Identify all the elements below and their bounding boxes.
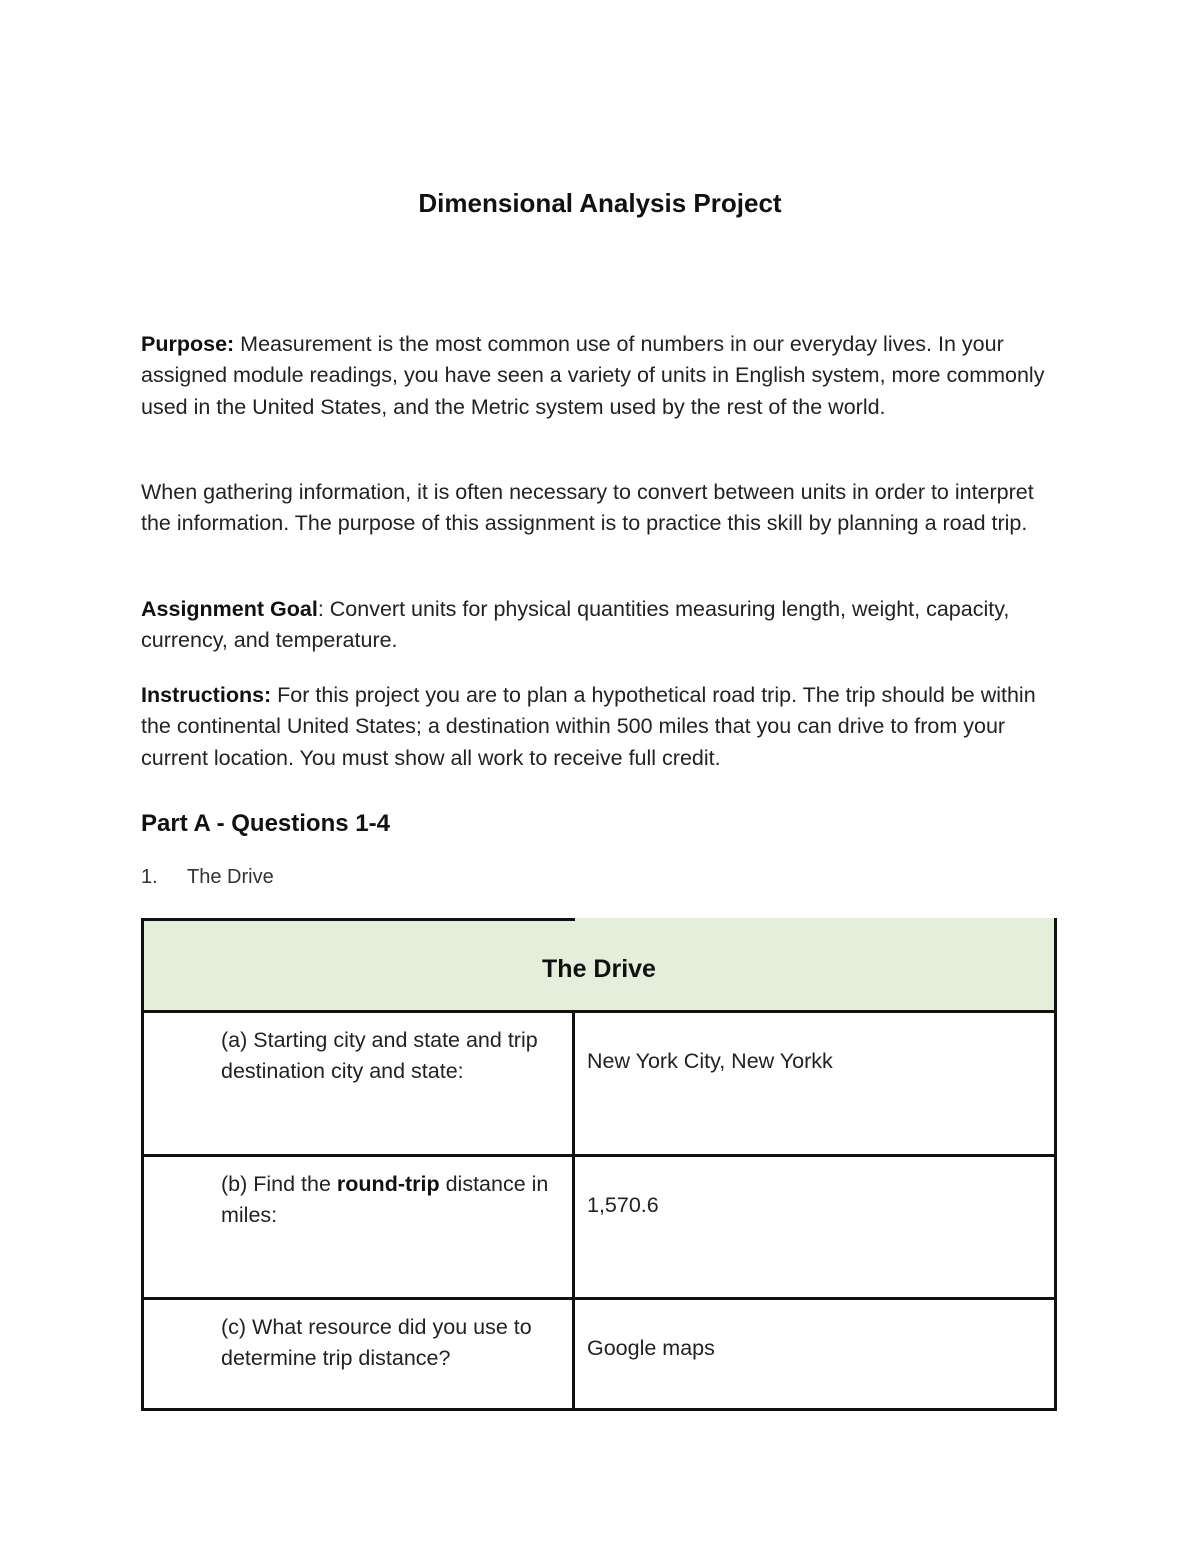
instructions-label: Instructions: <box>141 683 272 707</box>
column-divider <box>572 1157 575 1297</box>
column-divider <box>572 1300 575 1408</box>
drive-table <box>141 918 1057 1411</box>
table-row <box>141 1013 1057 1157</box>
question-text-suffix: distance in miles: <box>221 1172 549 1227</box>
purpose-paragraph <box>141 329 1061 423</box>
table-row <box>141 1157 1057 1300</box>
assignment-goal-label: Assignment Goal <box>141 597 318 621</box>
assignment-goal-text: : Convert units for physical quantities measuring length, weight, capacity, currency, and temperature. <box>141 597 1010 653</box>
instructions-text: For this project you are to plan a hypothetical road trip. The trip should be within the continental United States; a destination within 500 miles that you can drive to from your current location. You must show all work to receive full credit. <box>141 683 1036 770</box>
instructions-paragraph <box>141 680 1061 774</box>
assignment-goal-paragraph <box>141 594 1061 657</box>
question-cell <box>221 1025 561 1087</box>
list-item <box>141 866 274 889</box>
column-divider <box>572 1013 575 1154</box>
purpose-text: Measurement is the most common use of numbers in our everyday lives. In your assigned module readings, you have seen a variety of units in English system, more commonly used in the United States, and the Metric system used by the rest of the world. <box>141 332 1045 419</box>
table-header-title: The Drive <box>542 955 656 983</box>
context-paragraph: When gathering information, it is often necessary to convert between units in order to interpret the information. The purpose of this assignment is to practice this skill by planning a road trip. <box>141 480 1034 536</box>
question-text: (c) What resource did you use to determine trip distance? <box>221 1315 532 1370</box>
table-header-top-border <box>144 918 575 921</box>
answer-cell[interactable]: 1,570.6 <box>587 1193 659 1217</box>
question-cell <box>221 1312 561 1374</box>
list-item-text: The Drive <box>187 866 274 888</box>
table-row <box>141 1300 1057 1411</box>
question-bold-text: round-trip <box>336 1172 440 1196</box>
table-header <box>141 918 1057 1013</box>
answer-cell[interactable]: Google maps <box>587 1336 715 1360</box>
purpose-label: Purpose: <box>141 332 235 356</box>
list-item-number: 1. <box>141 866 158 888</box>
question-text: (a) Starting city and state and trip destination city and state: <box>221 1028 538 1083</box>
question-cell <box>221 1169 561 1231</box>
question-text: (b) Find the <box>221 1172 337 1196</box>
document-title: Dimensional Analysis Project <box>418 188 782 218</box>
answer-cell[interactable]: New York City, New Yorkk <box>587 1049 833 1073</box>
part-a-heading: Part A - Questions 1-4 <box>141 810 390 837</box>
